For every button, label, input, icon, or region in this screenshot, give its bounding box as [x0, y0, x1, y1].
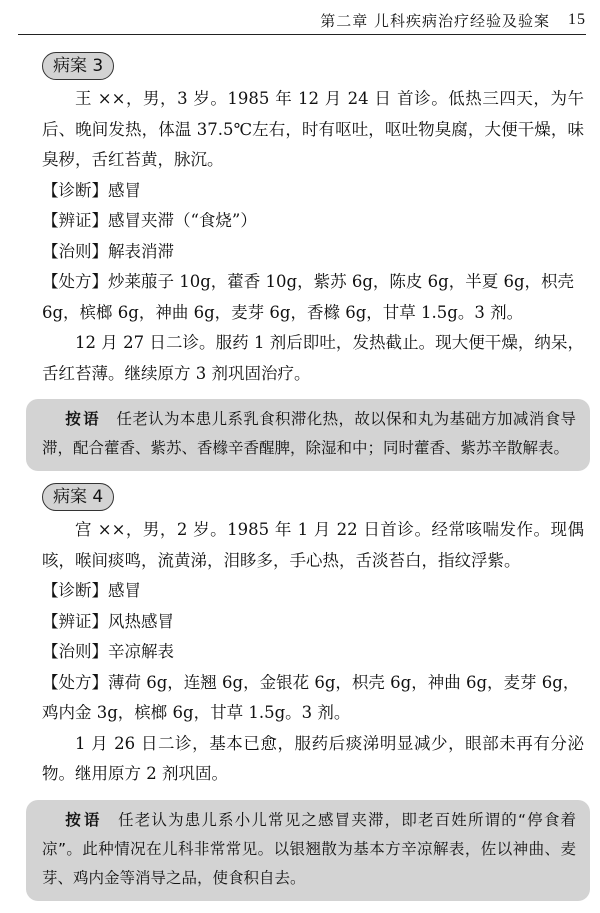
principle-label: 【治则】 — [42, 642, 108, 661]
case-3-intro: 王 ××，男，3 岁。1985 年 12 月 24 日 首诊。低热三四天，为午后、晚间发热，体温 37.5℃左右，时有呕吐，呕吐物臭腐，大便干燥，味臭秽，舌红苔黄，脉沉。 — [42, 89, 584, 169]
chapter-title: 第二章 儿科疾病治疗经验及验案 — [320, 11, 550, 30]
diagnosis-value: 感冒 — [108, 581, 141, 600]
syndrome-label: 【辨证】 — [42, 611, 108, 631]
syndrome-label: 【辨证】 — [42, 211, 108, 230]
case-4-tag: 病案 4 — [42, 483, 114, 511]
commentary-text: 任老认为本患儿系乳食积滞化热，故以保和丸为基础方加减消食导滞，配合藿香、紫苏、香橼辛香醒脾，除湿和中；同时藿香、紫苏辛散解表。 — [42, 410, 576, 457]
syndrome-value: 感冒夹滞（“食烧”） — [108, 211, 257, 230]
prescription-label: 【处方】 — [42, 672, 108, 692]
commentary-label: 按语 — [65, 810, 103, 829]
principle-label: 【治则】 — [42, 241, 108, 261]
principle-value: 辛凉解表 — [108, 642, 174, 661]
commentary-label: 按语 — [65, 410, 101, 428]
case-4-diagnosis — [42, 576, 584, 607]
diagnosis-value: 感冒 — [108, 180, 141, 200]
page-number: 15 — [568, 11, 586, 28]
case-3-tag: 病案 3 — [42, 52, 114, 80]
case-4-principle — [42, 637, 584, 668]
case-3-diagnosis — [42, 176, 584, 207]
page-content — [42, 52, 584, 913]
case-3-prescription — [42, 267, 584, 328]
case-3-followup: 12 月 27 日二诊。服药 1 剂后即吐，发热截止。现大便干燥，纳呆，舌红苔薄。继续原方 3 剂巩固治疗。 — [42, 333, 584, 383]
running-header — [18, 6, 586, 35]
case-4-prescription — [42, 668, 584, 729]
diagnosis-label: 【诊断】 — [42, 581, 108, 600]
case-3 — [42, 52, 584, 471]
case-4-commentary — [26, 800, 590, 901]
prescription-value: 薄荷 6g，连翘 6g，金银花 6g，枳壳 6g，神曲 6g，麦芽 6g，鸡内金 3g，槟榔 6g，甘草 1.5g。3 剂。 — [42, 672, 580, 722]
prescription-value: 炒莱菔子 10g，藿香 10g，紫苏 6g，陈皮 6g，半夏 6g，枳壳 6g，槟榔 6g，神曲 6g，麦芽 6g，香橼 6g，甘草 1.5g。3 剂。 — [42, 272, 575, 322]
case-4-intro: 宫 ××，男，2 岁。1985 年 1 月 22 日首诊。经常咳喘发作。现偶咳，喉间痰鸣，流黄涕，泪眵多，手心热，舌淡苔白，指纹浮紫。 — [42, 520, 584, 570]
case-3-syndrome — [42, 206, 584, 237]
case-3-principle — [42, 237, 584, 268]
case-4-syndrome — [42, 607, 584, 638]
case-4-followup: 1 月 26 日二诊，基本已愈，服药后痰涕明显减少，眼部未再有分泌物。继用原方 2 剂巩固。 — [42, 733, 584, 783]
syndrome-value: 风热感冒 — [108, 611, 174, 631]
case-3-commentary — [26, 399, 590, 471]
diagnosis-label: 【诊断】 — [42, 180, 108, 200]
prescription-label: 【处方】 — [42, 272, 108, 291]
case-4 — [42, 483, 584, 901]
commentary-text: 任老认为患儿系小儿常见之感冒夹滞，即老百姓所谓的“停食着凉”。此种情况在儿科非常常见。以银翘散为基本方辛凉解表，佐以神曲、麦芽、鸡内金等消导之品，使食积自去。 — [42, 810, 576, 887]
principle-value: 解表消滞 — [108, 241, 174, 261]
